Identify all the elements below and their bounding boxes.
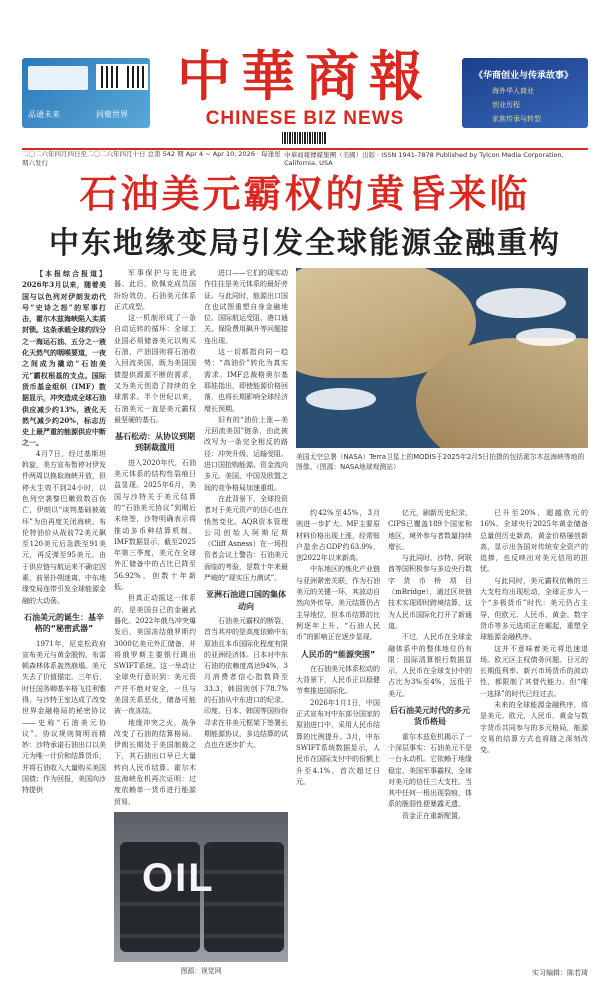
article-paragraph: 约42%至45%，3月则进一步扩大。MF主要原材料价格出现上涨，经常账户盈余占GDP约63.9%，创2022年以来新高。 xyxy=(296,509,380,563)
cloud-shape xyxy=(476,288,566,318)
article-paragraph: 在此背景下，全球投资者对于美元资产的信心也在悄然变化。AQR资本管理公司创始人阿斯尼斯（Cliff Asness）在一场投资者会议上警告：石油美元面临的考验，是数十年来最严峻的“现实压力测试”。 xyxy=(204,494,288,583)
dateline-issue: 二〇二六年四月四日至二〇二六年四月十日 总第 542 期 Apr 4 ~ Apr 10, 2026 · 每逢星期六发行 xyxy=(22,150,281,167)
article-paragraph: 地缘冲突之火，战争改变了石油的结算格局。伊朗长期处于美国制裁之下，其石油出口早已大量转向人民币结算。霍尔木兹海峡危机再次证明：过度依赖单一货币进行能源贸易， xyxy=(114,718,196,806)
section-heading: 人民币的“能源突围” xyxy=(300,649,376,659)
cloud-shape xyxy=(516,328,576,346)
article-column-4 xyxy=(296,508,380,978)
satellite-photo xyxy=(296,268,588,448)
cloud-shape xyxy=(306,388,376,410)
oil-barrel-shape xyxy=(204,842,284,952)
article-paragraph: 石油美元霸权的断裂，首当其冲的是高度依赖中东原油且本币国际化程度有限的亚洲经济体。日本对中东石油的依赖度高达94%，3月消费者信心指数降至33.3，韩国则创下78.7%的石油从中东进口的纪录。印度、日本、韩国等国纷纷寻求在非美元框架下签署长期能源协议，多边结算的试点也在逐步扩大。 xyxy=(204,616,288,750)
oil-photo-caption: 图源：视觉网 xyxy=(180,967,222,975)
section-heading: 石油美元的诞生：基辛格的“秘密武器” xyxy=(24,612,104,634)
advert-left-text: 同聚世界 xyxy=(96,110,128,119)
qr-code-icon xyxy=(96,64,122,90)
article-column-2 xyxy=(114,268,196,808)
article-paragraph: 与此同时，美元霸权依赖的三大支柱均出现松动，全球正步入一个“多极货币”时代：美元仍占主导，但欧元、人民币、黄金、数字货币等多元选项正在崛起，重塑全球能源金融秩序。 xyxy=(480,576,588,642)
dateline-publisher: 中華商報傳媒集團（美國）出版 · ISSN 1941-7878 Published by Tylcon Media Corporation, California, USA xyxy=(284,150,564,167)
article-column-3 xyxy=(204,268,288,808)
article-paragraph: 亿元，刷新历史纪录，CIPS已覆盖189个国家和地区，境外参与者数量持续增长。 xyxy=(388,509,472,551)
oil-barrel-label: OIL xyxy=(142,856,215,900)
article-paragraph: 但真正动摇这一体系的，是美国自己的金融武器化。2022年俄乌冲突爆发后，美国冻结俄罗斯约3000亿美元外汇储备，并将俄罗斯主要银行踢出SWIFT系统。这一举动让全球央行意识到：美元资产并不绝对安全，一旦与美国关系恶化，储备可能被一夜冻结。 xyxy=(114,594,196,716)
article-paragraph: 未来的全球能源金融秩序，将是美元、欧元、人民币、黄金与数字货币共同参与的多元格局，能源交易的结算方式也将随之深刻改变。 xyxy=(480,701,588,755)
section-heading: 后石油美元时代的多元货币格局 xyxy=(390,706,470,727)
advert-right-line: 海外华人商业 xyxy=(492,87,534,95)
masthead-title-cn: 中華商報 xyxy=(177,44,433,108)
article-paragraph: 与此同时，沙特、阿联酋等国积极参与多边央行数字货币桥项目（mBridge），通过区块链技术实现即时跨境结算，这为人民币国际化打开了新通道。 xyxy=(388,554,472,630)
editor-credit: 实习编辑：陈若琦 xyxy=(532,969,588,977)
article-paragraph: 进入2020年代，石油美元体系的结构性裂痕日益显现。2025年6月，美国与沙特关于美元结算的“石油美元协议”到期后未续签，沙特明确表示将推动多币种结算机制。IMF数据显示，截至2025年第三季度，美元在全球外汇储备中的占比已降至56.92%，创数十年新低。 xyxy=(114,458,196,592)
advert-right-heading: 《华商创业与传承故事》 xyxy=(474,71,574,81)
masthead xyxy=(0,0,608,167)
article-column-5 xyxy=(388,508,472,978)
article-paragraph: 已升至20%，超越欧元的16%。全球央行2025年黄金储备总量创历史新高，黄金价格屡创新高，显示出各国对传统安全资产的追捧，也反映出对美元信用的担忧。 xyxy=(480,509,588,574)
article-paragraph: 4月7日，经过基斯坦斡旋，美方宣布暂停对伊发件两周以换取海峡开放，但停火生效不到24小时，以色列空袭黎巴嫩致数百伤亡，伊朗以“谈判基础被破坏”为由再度关闭海峡。布伦特油价从战前72美元飙至120美元后急跌至91美元，再反弹至95美元。由于供应链与航运来不确定因素，前景扑朔迷离，中东地缘变局连带引发全球能源金融的大动荡。 xyxy=(22,449,106,605)
article-paragraph: 这并不意味着美元将迅速退场。欧元区主权债务问题、日元的长期低利率、新兴市场货币的波动性，都限制了其替代能力。但“唯一选择”的时代已经过去。 xyxy=(480,644,588,698)
article-paragraph: 这一切都指向同一趋势：“高油价”转化为真实需求。IMF总裁格奥尔基耶娃指出，即使能源价格回落，也将长期影响全球经济增长预期。 xyxy=(204,348,288,413)
article-paragraph: 资金正在重新配置。 xyxy=(402,811,465,820)
sub-headline: 中东地缘变局引发全球能源金融重构 xyxy=(49,226,561,261)
article-paragraph: 1971年，尼克松政府宣布美元与黄金脱钩，布雷顿森林体系轰然崩塌。美元失去了价值锚定。三年后，时任国务卿基辛格飞往利雅得，与沙特王室达成了改变世界金融格局的秘密协议——史称“石油美元协议”。协议规则简明而精妙：沙特承诺石油出口以美元为唯一计价和结算货币，并将石油收入大量购买美国国债；作为回报，美国向沙特提供 xyxy=(22,639,106,795)
article-paragraph: 中东地区的炼化产业链与亚洲紧密关联，作为石油美元的关键一环，其波动自然向外传导。美元结算仍占主导地位，但本币结算的比例逐年上升，“石油人民币”的影响正在逐步显现。 xyxy=(296,565,380,642)
article-paragraph: 这一机制形成了一条自动运转的循环：全球工业国必须储备美元以购买石油，产油国则将石油收入回流美国，既为美国国债提供源源不断的需求，又为美元创造了持续的全球需求。半个世纪以来，石油美元一直是美元霸权最坚硬的基石。 xyxy=(114,314,196,424)
article-paragraph: 军事保护与先进武器。此后，欧佩克成员国纷纷效仿，石油美元体系正式成型。 xyxy=(114,269,196,311)
article-paragraph: 旧有的“油价上涨—美元回流美国”链条，由此被改写为一条完全相反的路径：冲突升级、运输受阻、进口国抢购能源、资金流向多元。美国、中国及欧盟之间的竞争格局加速重组。 xyxy=(204,415,288,492)
advert-right-line: 家族传承与转型 xyxy=(492,115,541,123)
section-heading: 基石松动：从协议到期到制裁滥用 xyxy=(115,432,195,453)
article-paragraph: 进口——它们的现实动作往往是美元体系的最好旁证。与此同时，能源出口国在也试图重塑自身金融地位。国际航运受阻、港口通关、保险费用飙升等问题接连出现。 xyxy=(204,269,288,345)
dateline xyxy=(22,148,588,167)
masthead-title-en: CHINESE BIZ NEWS xyxy=(205,108,405,129)
advert-right[interactable] xyxy=(462,58,588,128)
article-column-6 xyxy=(480,508,588,978)
main-headline: 石油美元霸权的黄昏来临 xyxy=(79,172,531,216)
advert-right-line: 创业历程 xyxy=(492,101,520,109)
sponsor-logo xyxy=(28,66,88,90)
qr-code-icon xyxy=(122,64,148,90)
article-paragraph: 【本报综合报道】2026年3月以来，随着美国与以色列对伊朗发动代号“史诗之怒”的军事打击，霍尔木兹海峡陷入实质封锁。这条承载全球约四分之一海运石油、五分之一液化天然气的咽喉要道，一夜之间成为撬动“石油美元”霸权根基的支点。国际货币基金组织（IMF）数据显示，冲突造成全球石油供应减少约13%，液化天然气减少约20%，标志历史上最严重的能源供应中断之一。 xyxy=(22,269,106,448)
article-paragraph: 2026年1月1日，中国正式宣布对中东部分国家的原油进口中，采用人民币结算的比例提升。3月，中东SWIFT系统数据显示，人民币在国际支付中的份额上升至4.1%，首次超过日元。 xyxy=(296,698,380,786)
oil-barrels-photo xyxy=(114,812,288,962)
article-paragraph: 不过，人民币在全球金融体系中的整体地位仍有限：国际清算银行数据显示，人民币在全球支付中的占比为3%至4%，远低于美元。 xyxy=(388,633,472,698)
barcode-icon xyxy=(282,132,326,144)
article-paragraph: 在石油美元体系松动的大背景下，人民币正以稳健节奏推进国际化。 xyxy=(296,664,380,696)
advert-left[interactable] xyxy=(22,58,150,128)
section-heading: 亚洲石油进口国的集体动向 xyxy=(206,590,286,611)
article-paragraph: 霍尔木兹危机揭示了一个深层事实：石油美元不是一台永动机。它依赖于地缘稳定、美国军事霸权、全球对美元的信任三大支柱。当其中任何一根出现裂痕，体系的脆弱性便暴露无遗。 xyxy=(388,732,472,809)
article-column-1 xyxy=(22,268,106,978)
advert-left-text: 品通未来 xyxy=(28,110,60,119)
satellite-photo-caption: 美国太空总署（NASA）Terra卫星上的MODIS于2025年2月5日拍摄的包括霍尔木兹海峡等地的图像。（图源：NASA地球观测站） xyxy=(296,453,585,471)
